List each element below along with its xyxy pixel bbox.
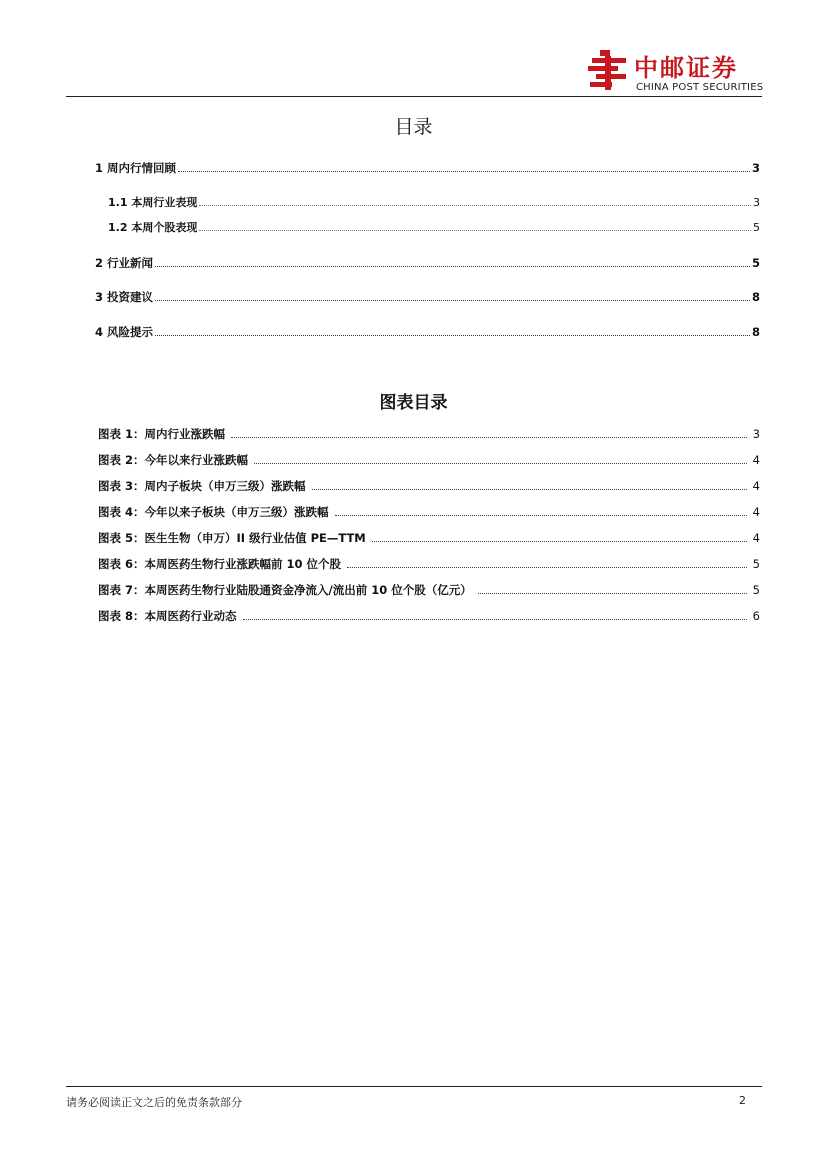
figure-entry[interactable] [98, 504, 760, 520]
toc-entry[interactable] [108, 219, 760, 235]
dot-leader [199, 205, 751, 206]
dot-leader [199, 230, 751, 231]
figure-entry-page: 6 [752, 609, 760, 623]
footer-divider [66, 1086, 762, 1087]
figure-entry-page: 5 [752, 583, 760, 597]
figure-entry-label: 图表 7：本周医药生物行业陆股通资金净流入/流出前 10 位个股（亿元） [98, 583, 472, 597]
toc-entry[interactable] [108, 194, 760, 210]
figure-entry[interactable] [98, 426, 760, 442]
dot-leader [231, 437, 747, 438]
toc-entry-label: 1 周内行情回顾 [95, 161, 177, 175]
figure-entry-page: 3 [752, 427, 760, 441]
page-header [66, 40, 762, 96]
dot-leader [312, 489, 747, 490]
toc-entry-page: 5 [753, 221, 760, 234]
toc-entry-page: 8 [751, 325, 760, 339]
figure-entry[interactable] [98, 530, 760, 546]
figure-entry[interactable] [98, 608, 760, 624]
toc-entry[interactable] [95, 160, 760, 176]
company-logo [582, 46, 762, 96]
toc-entry-page: 5 [751, 256, 760, 270]
dot-leader [155, 266, 750, 267]
dot-leader [372, 541, 747, 542]
figure-entry-page: 4 [752, 479, 760, 493]
figure-list-title: 图表目录 [379, 393, 448, 413]
china-post-emblem-icon [586, 48, 628, 92]
figure-entry[interactable] [98, 452, 760, 468]
figure-entry-page: 5 [752, 557, 760, 571]
dot-leader [478, 593, 747, 594]
dot-leader [178, 171, 750, 172]
dot-leader [347, 567, 747, 568]
dot-leader [155, 300, 750, 301]
figure-entry-label: 图表 4：今年以来子板块（申万三级）涨跌幅 [98, 505, 329, 519]
toc-entry-label: 1.2 本周个股表现 [108, 221, 198, 234]
figure-entry-label: 图表 5：医生生物（申万）II 级行业估值 PE—TTM [98, 531, 366, 545]
toc-entry-label: 4 风险提示 [95, 325, 154, 339]
logo-english-text: CHINA POST SECURITIES [636, 82, 764, 93]
header-divider [66, 96, 762, 97]
figure-entry-label: 图表 3：周内子板块（申万三级）涨跌幅 [98, 479, 306, 493]
toc-entry-page: 3 [751, 161, 760, 175]
toc-entry[interactable] [95, 324, 760, 340]
figure-entry[interactable] [98, 556, 760, 572]
dot-leader [335, 515, 747, 516]
logo-chinese-text: 中邮证券 [634, 54, 738, 82]
page-number: 2 [739, 1094, 746, 1107]
figure-entry-page: 4 [752, 505, 760, 519]
footer-disclaimer: 请务必阅读正文之后的免责条款部分 [66, 1096, 242, 1109]
toc-entry-label: 1.1 本周行业表现 [108, 196, 198, 209]
dot-leader [243, 619, 747, 620]
figure-entry-label: 图表 1：周内行业涨跌幅 [98, 427, 226, 441]
toc-entry-label: 3 投资建议 [95, 290, 154, 304]
figure-entry-page: 4 [752, 531, 760, 545]
toc-entry[interactable] [95, 255, 760, 271]
toc-title: 目录 [394, 116, 433, 138]
figure-entry-label: 图表 2：今年以来行业涨跌幅 [98, 453, 249, 467]
figure-entry[interactable] [98, 478, 760, 494]
toc-entry-page: 3 [753, 196, 760, 209]
toc-entry[interactable] [95, 289, 760, 305]
toc-entry-label: 2 行业新闻 [95, 256, 154, 270]
toc-entry-page: 8 [751, 290, 760, 304]
figure-entry[interactable] [98, 582, 760, 598]
dot-leader [254, 463, 747, 464]
figure-entry-label: 图表 8：本周医药行业动态 [98, 609, 237, 623]
figure-entry-page: 4 [752, 453, 760, 467]
figure-entry-label: 图表 6：本周医药生物行业涨跌幅前 10 位个股 [98, 557, 342, 571]
dot-leader [155, 335, 750, 336]
